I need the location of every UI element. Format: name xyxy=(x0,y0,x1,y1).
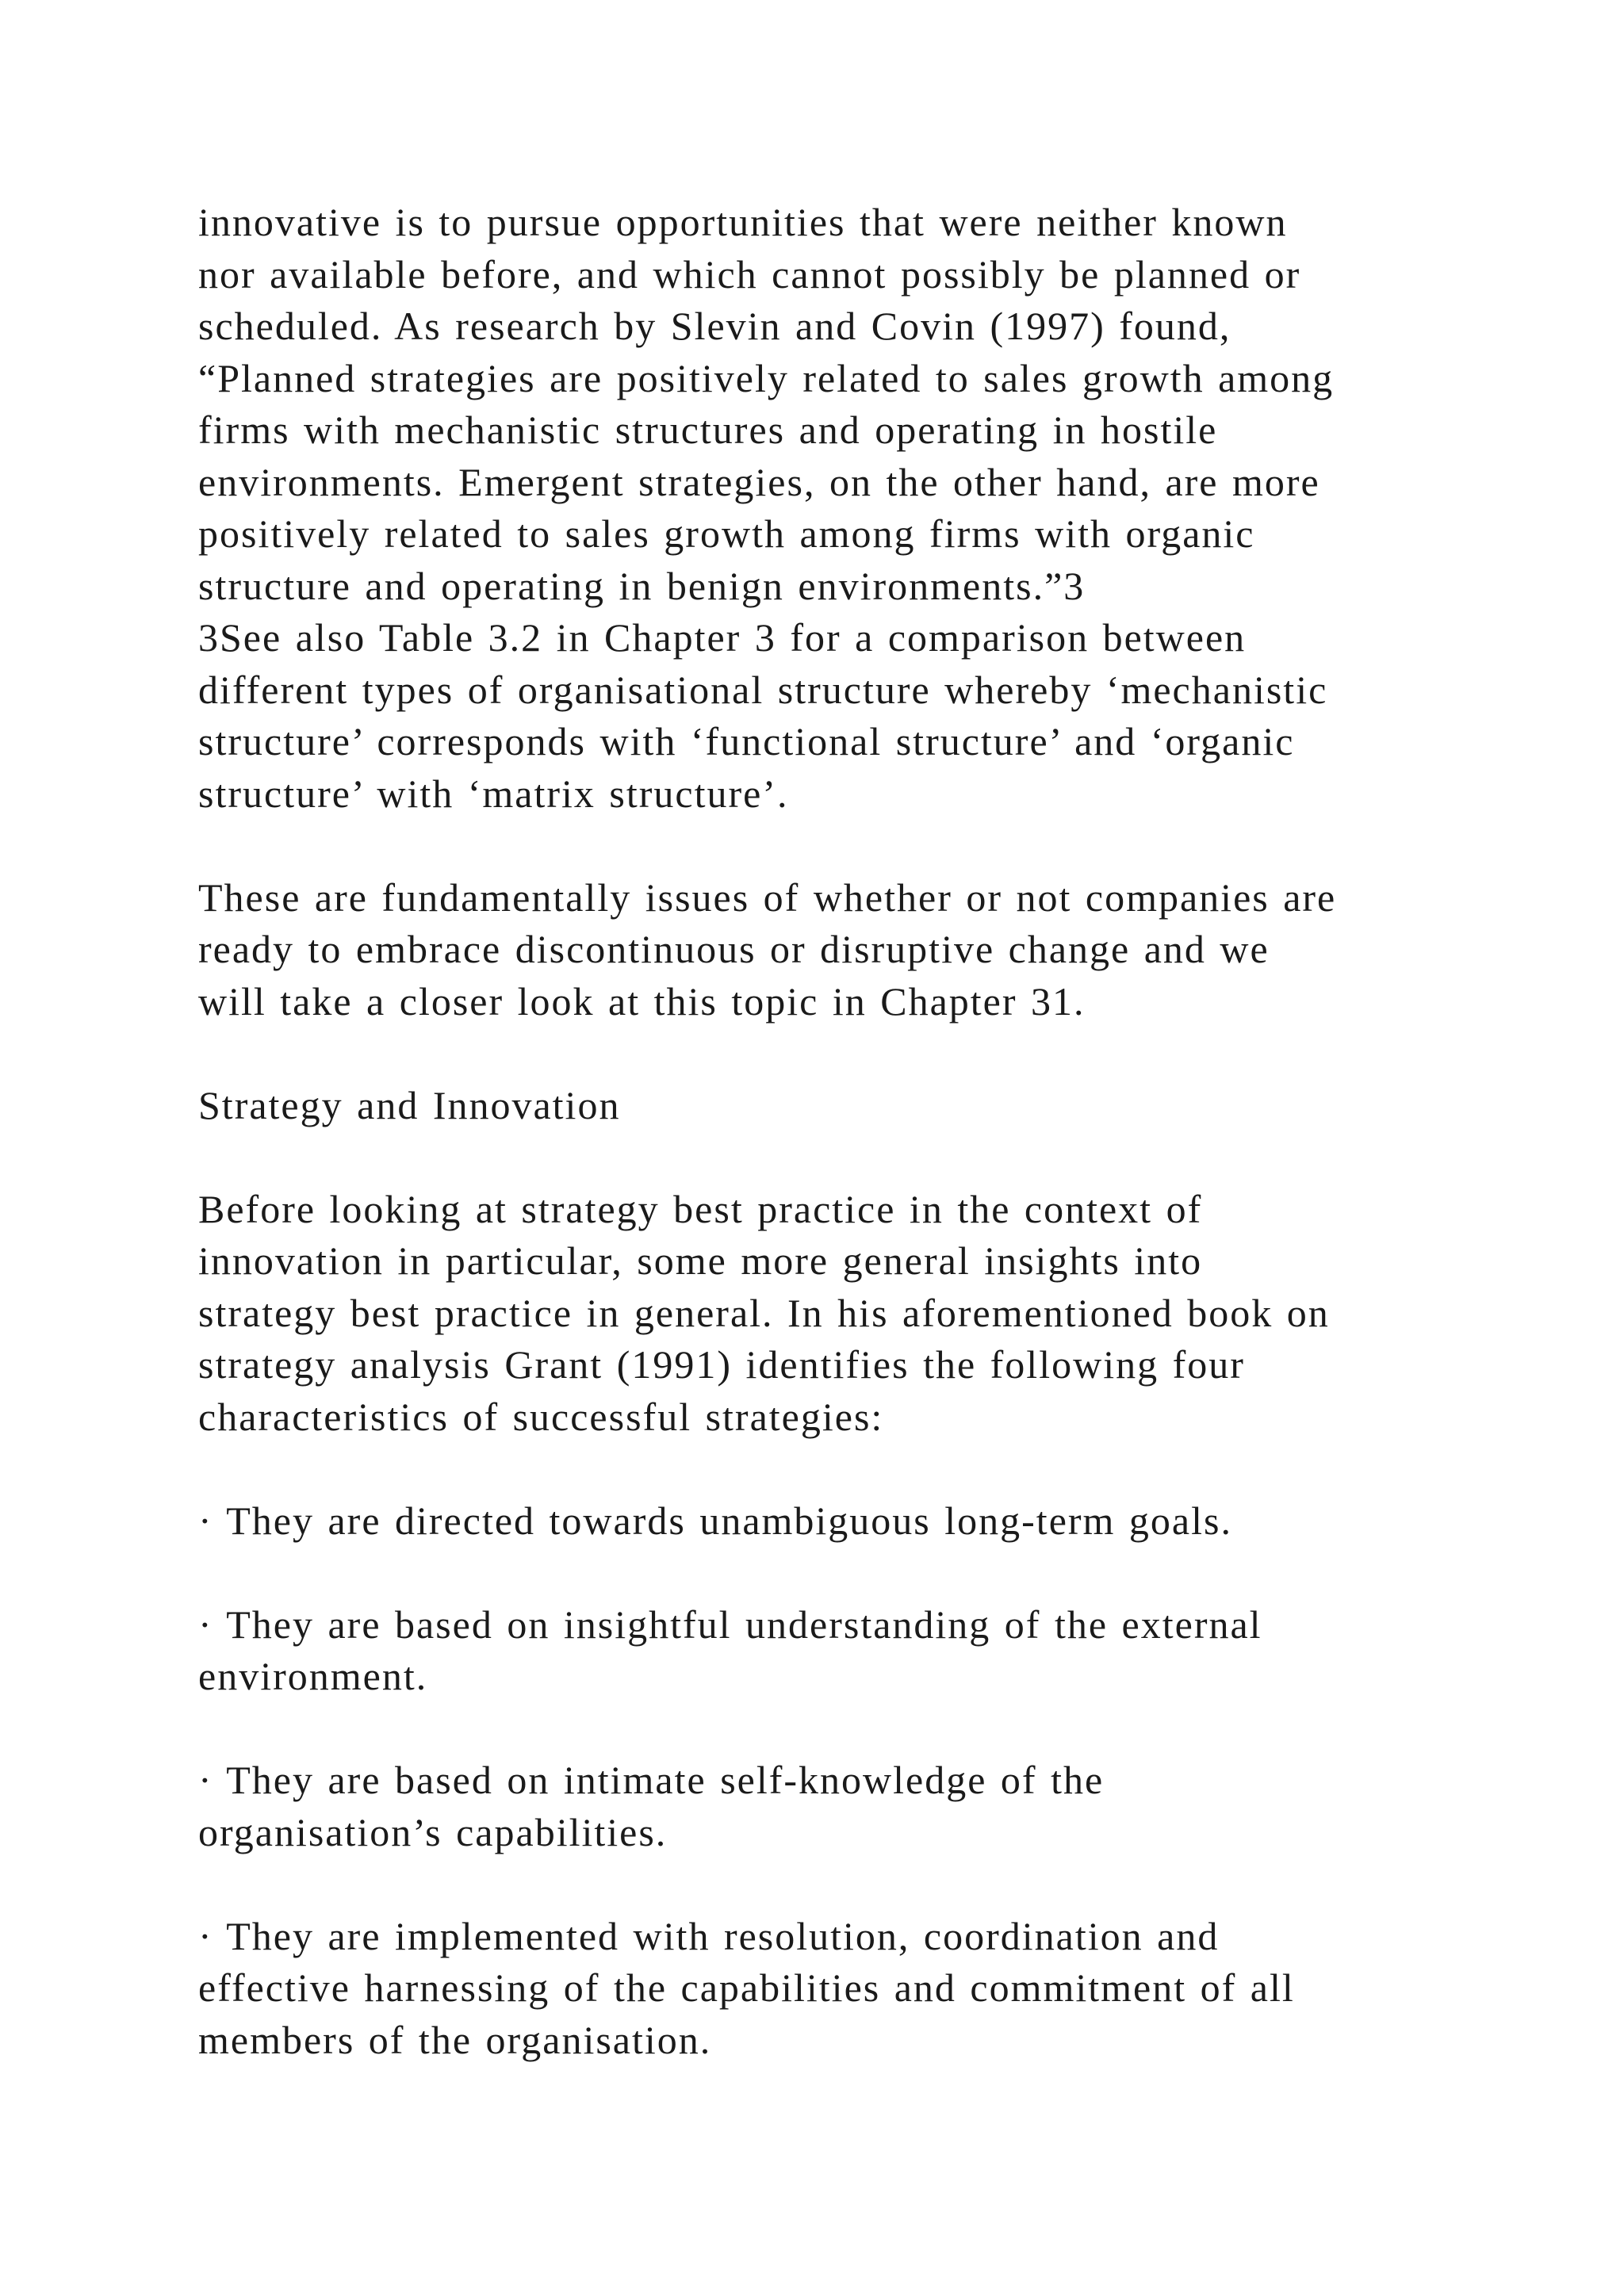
paragraph-gap xyxy=(198,1703,1483,1755)
text-line: environment. xyxy=(198,1654,428,1698)
text-line: ready to embrace discontinuous or disruptive change and we xyxy=(198,927,1270,971)
paragraph-gap xyxy=(198,1858,1483,1911)
section-heading-strategy-innovation xyxy=(198,1080,1483,1132)
text-line: firms with mechanistic structures and operating in hostile xyxy=(198,408,1218,452)
text-line: innovative is to pursue opportunities that were neither known xyxy=(198,200,1288,244)
document-body xyxy=(198,197,1483,2066)
text-line: Before looking at strategy best practice in the context of xyxy=(198,1186,1203,1231)
text-line: effective harnessing of the capabilities and commitment of all xyxy=(198,1965,1295,2010)
text-line: organisation’s capabilities. xyxy=(198,1809,668,1854)
paragraph-gap xyxy=(198,1027,1483,1080)
bullet-long-term-goals xyxy=(198,1495,1483,1548)
text-line: scheduled. As research by Slevin and Covin (1997) found, xyxy=(198,304,1231,348)
text-line: nor available before, and which cannot possibly be planned or xyxy=(198,251,1301,297)
bullet-external-environment xyxy=(198,1599,1483,1703)
bullet-item: · They are based on insightful understanding of the external xyxy=(198,1601,1262,1647)
bullet-self-knowledge xyxy=(198,1755,1483,1858)
paragraph-gap xyxy=(198,1131,1483,1184)
paragraph-gap xyxy=(198,1443,1483,1495)
bullet-implementation xyxy=(198,1911,1483,2067)
text-line: strategy analysis Grant (1991) identifies the following four xyxy=(198,1342,1245,1387)
text-line: “Planned strategies are positively related to sales growth among xyxy=(198,355,1335,400)
text-line: strategy best practice in general. In his aforementioned book on xyxy=(198,1290,1330,1335)
text-line: 3See also Table 3.2 in Chapter 3 for a comparison between xyxy=(198,615,1247,660)
text-line: characteristics of successful strategies: xyxy=(198,1394,884,1439)
section-heading: Strategy and Innovation xyxy=(198,1082,621,1127)
text-line: structure’ with ‘matrix structure’. xyxy=(198,771,789,816)
text-line: different types of organisational structure whereby ‘mechanistic xyxy=(198,667,1328,712)
bullet-item: · They are implemented with resolution, coordination and xyxy=(198,1913,1220,1958)
text-line: positively related to sales growth among firms with organic xyxy=(198,511,1255,556)
text-line: innovation in particular, some more general insights into xyxy=(198,1238,1203,1283)
bullet-item: · They are directed towards unambiguous long-term goals. xyxy=(198,1498,1232,1543)
text-line: environments. Emergent strategies, on the other hand, are more xyxy=(198,459,1320,504)
bullet-item: · They are based on intimate self-knowledge of the xyxy=(198,1758,1105,1802)
text-line: These are fundamentally issues of whether or not companies are xyxy=(198,874,1337,920)
paragraph-gap xyxy=(198,820,1483,872)
text-line: structure and operating in benign environments.”3 xyxy=(198,563,1086,608)
paragraph-disruptive-change xyxy=(198,872,1483,1028)
text-line: members of the organisation. xyxy=(198,2017,712,2062)
footnote-3 xyxy=(198,612,1483,820)
paragraph-grant-characteristics xyxy=(198,1184,1483,1444)
paragraph-emergent-strategies xyxy=(198,197,1483,612)
text-line: will take a closer look at this topic in Chapter 31. xyxy=(198,978,1086,1024)
text-line: structure’ corresponds with ‘functional structure’ and ‘organic xyxy=(198,719,1295,763)
paragraph-gap xyxy=(198,1547,1483,1599)
